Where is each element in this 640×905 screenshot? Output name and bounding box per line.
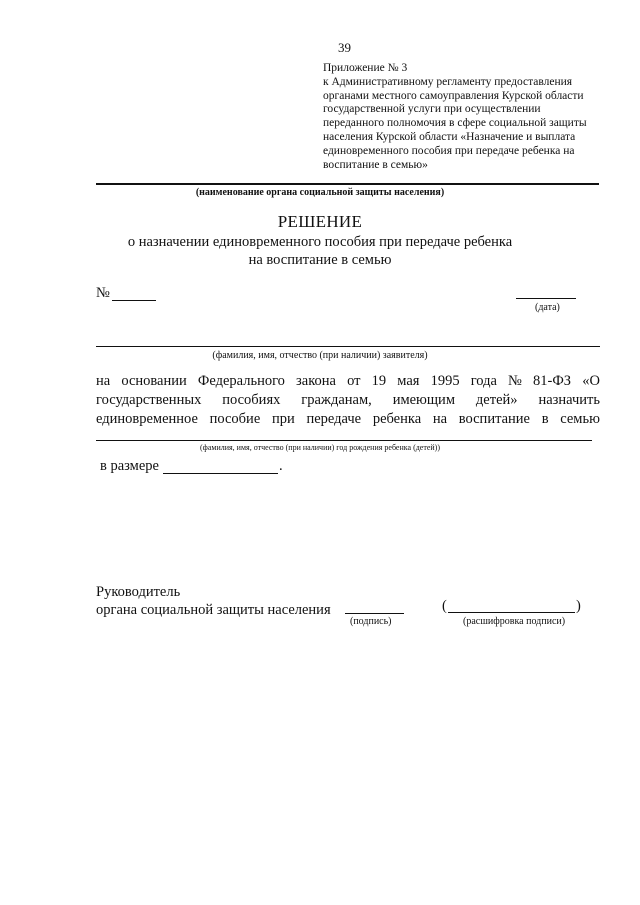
appendix-line: к Административному регламенту предоставления (323, 75, 573, 88)
child-caption: (фамилия, имя, отчество (при наличии) год рождения ребенка (детей)) (199, 443, 441, 452)
body-word: ребенка (372, 411, 422, 427)
signatory-title-line1: Руководитель (96, 584, 181, 600)
body-word: 81-ФЗ (533, 373, 572, 389)
signature-decoding-line (448, 612, 575, 613)
amount-blank-line (163, 473, 278, 474)
appendix-line: государственной услуги при осуществлении (323, 103, 541, 116)
body-line-1 (96, 373, 600, 390)
document-title: РЕШЕНИЕ (277, 212, 363, 231)
signature-line (345, 613, 404, 614)
body-word: в (541, 411, 549, 427)
body-word: 1995 (430, 373, 460, 389)
body-word: передаче (306, 411, 362, 427)
body-word: имеющим (392, 392, 455, 408)
decoding-caption: (расшифровка подписи) (463, 616, 566, 627)
body-line-2 (96, 392, 600, 409)
body-word: пособие (209, 411, 261, 427)
child-line (96, 440, 592, 441)
number-blank-line (112, 300, 156, 301)
body-word: детей» (475, 392, 518, 408)
body-line-3 (96, 411, 600, 428)
body-word: пособиях (222, 392, 281, 408)
body-word: на (432, 411, 448, 427)
signatory-title-line2: органа социальной защиты населения (96, 602, 331, 618)
body-word: № (508, 373, 522, 389)
body-word: на (96, 373, 111, 389)
body-word: государственных (96, 392, 202, 408)
body-word: закона (296, 373, 336, 389)
close-paren: ) (576, 598, 581, 614)
document-subtitle-line1: о назначении единовременного пособия при передаче ребенка (127, 234, 513, 250)
applicant-line (96, 346, 600, 347)
appendix-header (323, 62, 613, 172)
applicant-caption: (фамилия, имя, отчество (при наличии) заявителя) (212, 350, 428, 361)
appendix-line: единовременного пособия при передаче ребенка на (323, 144, 575, 157)
body-word: воспитание (458, 411, 530, 427)
body-word: Федерального (197, 373, 285, 389)
appendix-line: переданного полномочия в сфере социальной защиты (323, 117, 587, 130)
appendix-line: Приложение № 3 (323, 62, 408, 74)
body-word: 19 (371, 373, 387, 389)
appendix-line: воспитание в семью» (323, 158, 428, 171)
signature-caption: (подпись) (350, 616, 392, 627)
body-word: семью (560, 411, 600, 427)
org-caption: (наименование органа социальной защиты населения) (195, 187, 445, 198)
amount-label: в размере (100, 458, 159, 474)
body-word: при (271, 411, 295, 427)
body-word: единовременное (96, 411, 198, 427)
body-word: года (470, 373, 497, 389)
body-word: гражданам, (301, 392, 372, 408)
appendix-line: населения Курской области «Назначение и выплата (323, 130, 576, 143)
body-word: основании (121, 373, 187, 389)
open-paren: ( (442, 598, 447, 614)
document-subtitle-line2: на воспитание в семью (248, 252, 392, 268)
body-word: назначить (538, 392, 600, 408)
body-word: мая (397, 373, 420, 389)
date-caption: (дата) (535, 302, 560, 313)
appendix-line: органами местного самоуправления Курской области (323, 89, 584, 102)
org-name-line (96, 183, 599, 185)
page-number: 39 (338, 40, 351, 55)
date-blank-line (516, 298, 576, 299)
number-label: № (96, 285, 110, 301)
body-word: «О (582, 373, 600, 389)
body-word: от (347, 373, 361, 389)
amount-end: . (279, 458, 283, 474)
